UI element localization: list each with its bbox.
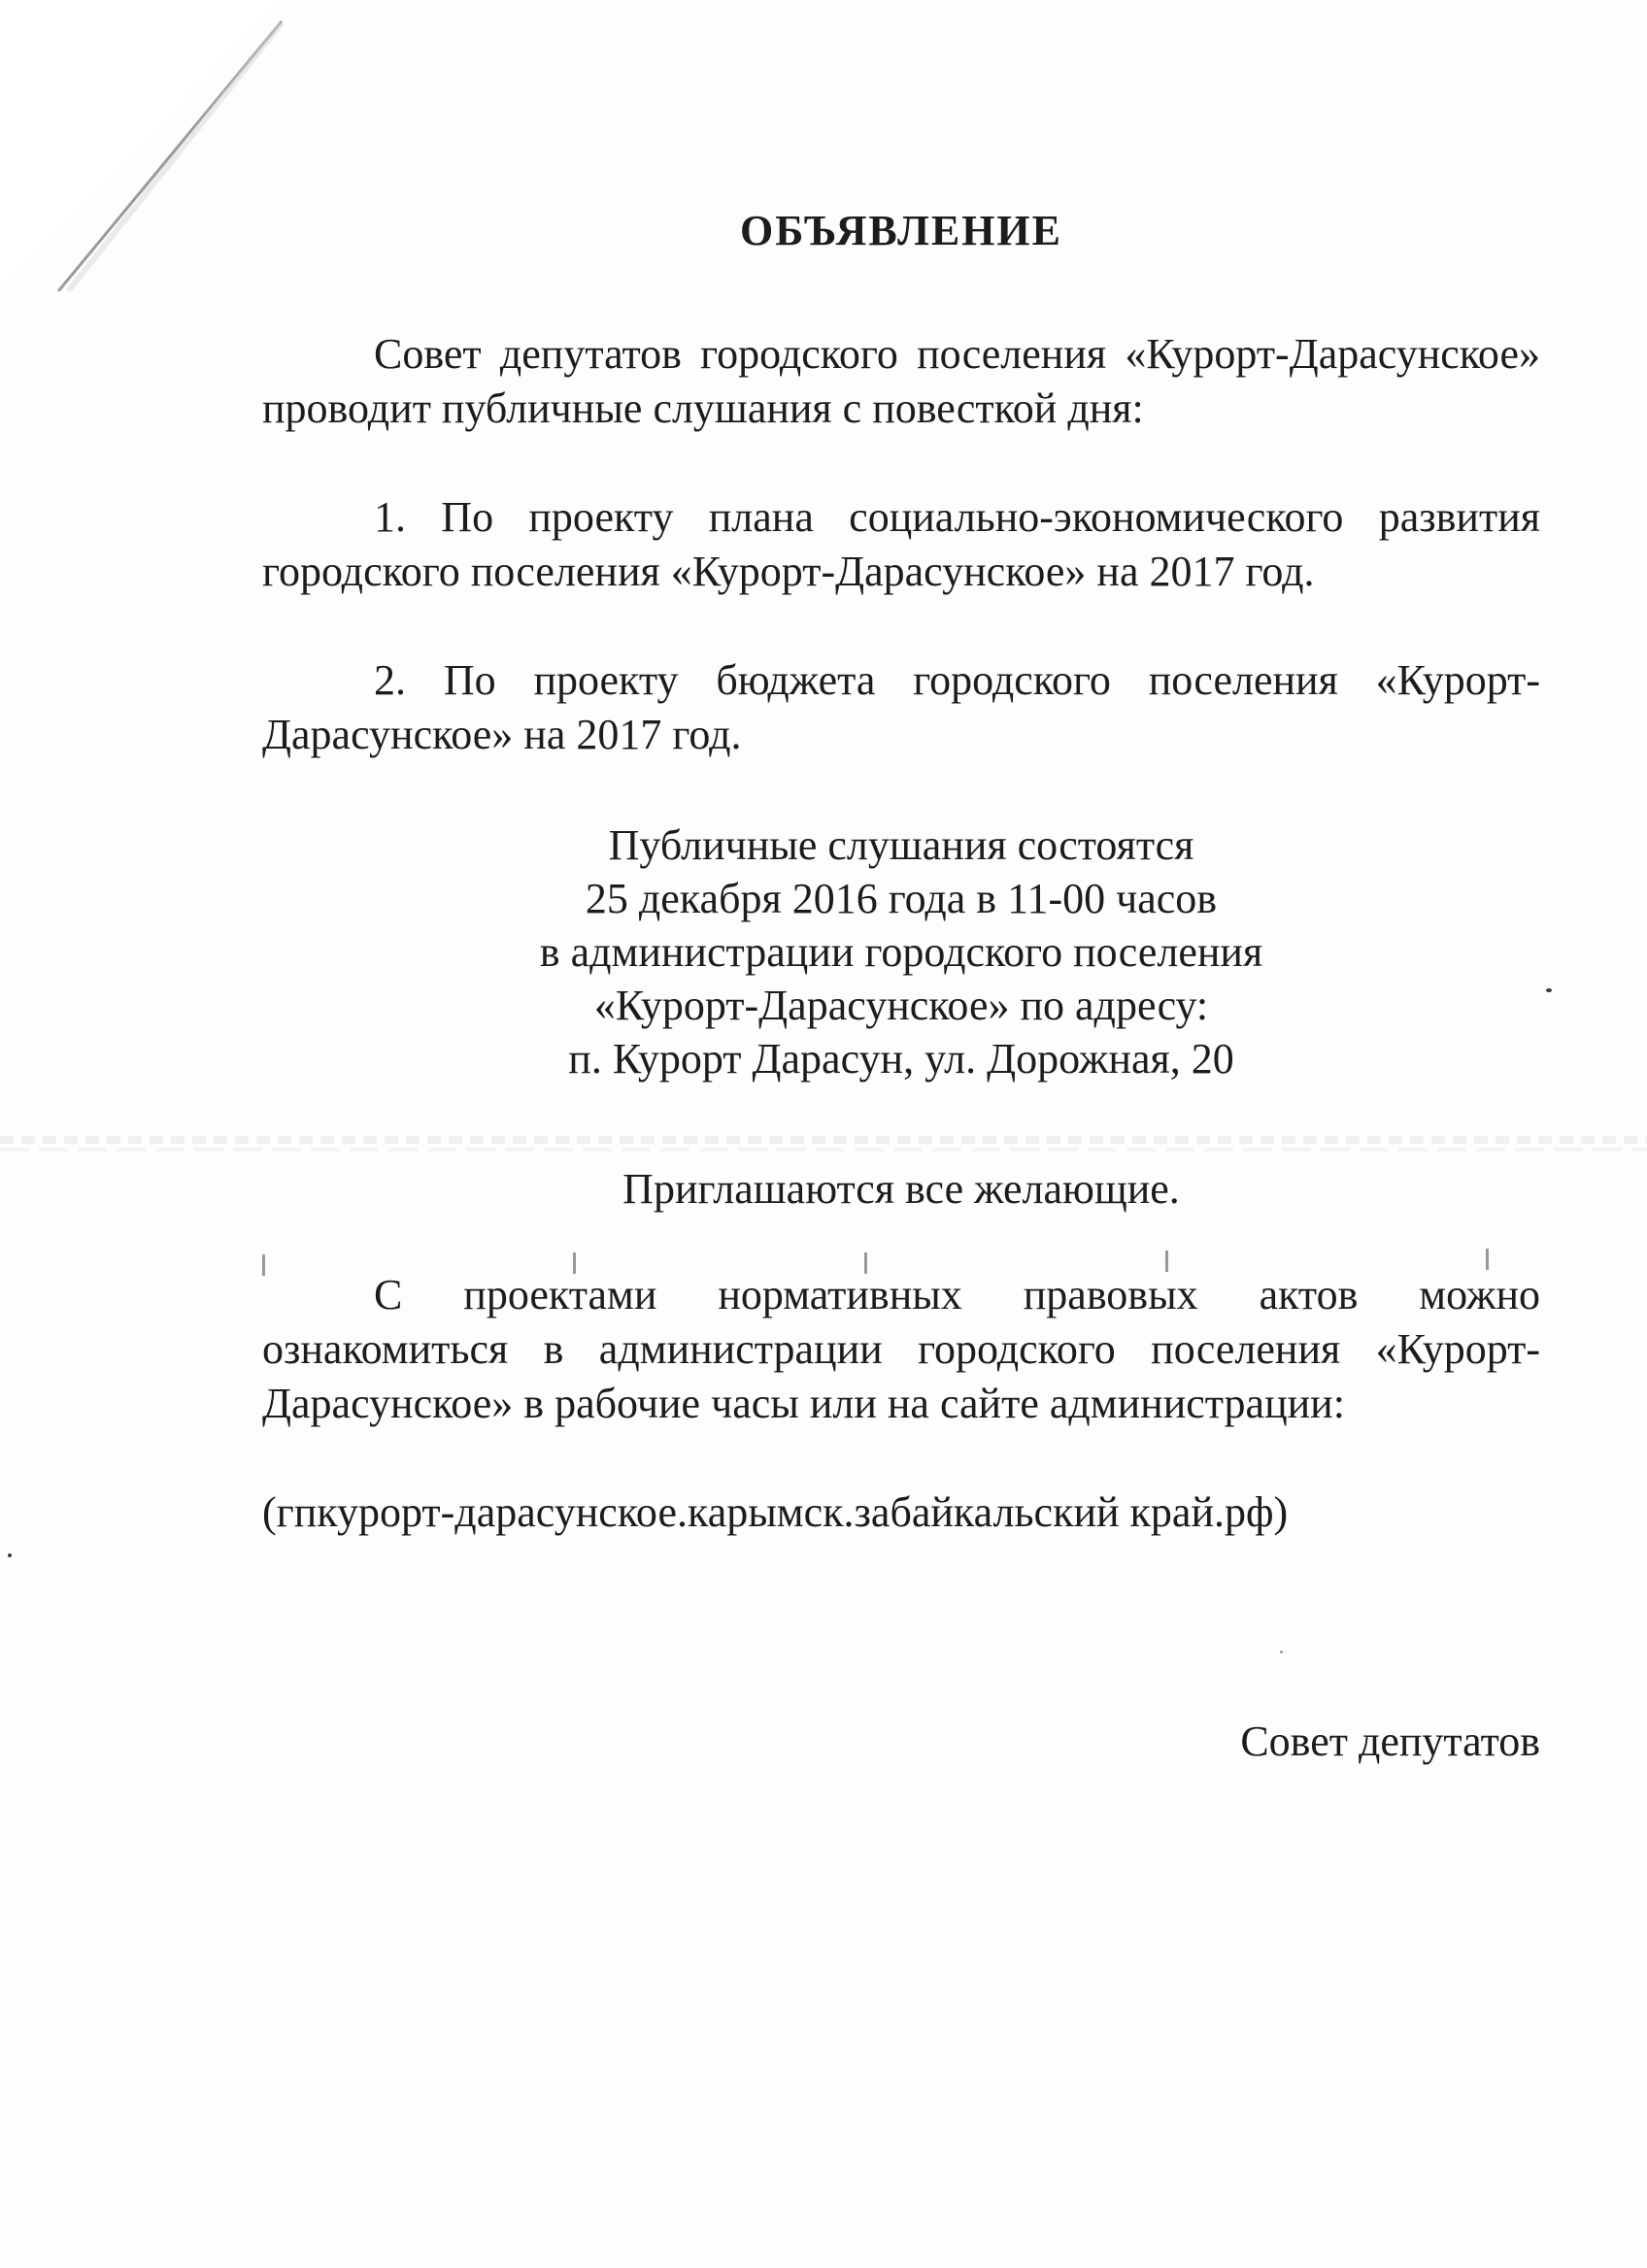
hearing-line: в администрации городского поселения bbox=[539, 928, 1263, 976]
hearing-address-line: п. Курорт Дарасун, ул. Дорожная, 20 bbox=[568, 1035, 1234, 1083]
dust-speck bbox=[1546, 988, 1552, 992]
agenda-item-2: 2. По проекту бюджета городского поселения «Курорт-Дарасунское» на 2017 год. bbox=[262, 656, 1540, 758]
invitation-line: Приглашаются все желающие. bbox=[622, 1165, 1180, 1213]
document-title: ОБЪЯВЛЕНИЕ bbox=[739, 207, 1063, 254]
website-line: (гпкурорт-дарасунское.карымск.забайкальский край.рф) bbox=[262, 1488, 1289, 1536]
hearing-line: «Курорт-Дарасунское» по адресу: bbox=[593, 982, 1209, 1029]
folded-corner-artifact bbox=[0, 0, 291, 291]
scan-streak bbox=[0, 1136, 1647, 1144]
scan-mark bbox=[1486, 1249, 1489, 1270]
dust-speck bbox=[1280, 1651, 1283, 1653]
agenda-item-1: 1. По проекту плана социально-экономического развития городского поселения «Курорт-Дарасунское» на 2017 год. bbox=[262, 493, 1540, 595]
hearing-details bbox=[262, 818, 1540, 1085]
signature: Совет депутатов bbox=[1240, 1718, 1540, 1765]
dust-speck bbox=[8, 1553, 12, 1557]
intro-paragraph: Совет депутатов городского поселения «Курорт-Дарасунское» проводит публичные слушания с повесткой дня: bbox=[262, 330, 1540, 432]
hearing-date-line: 25 декабря 2016 года в 11-00 часов bbox=[585, 875, 1218, 922]
scan-streak bbox=[0, 1148, 1647, 1151]
hearing-line: Публичные слушания состоятся bbox=[608, 821, 1194, 869]
projects-info-paragraph: С проектами нормативных правовых актов можно ознакомиться в администрации городского поселения «Курорт-Дарасунское» в рабочие часы или на сайте администрации: bbox=[262, 1271, 1540, 1427]
